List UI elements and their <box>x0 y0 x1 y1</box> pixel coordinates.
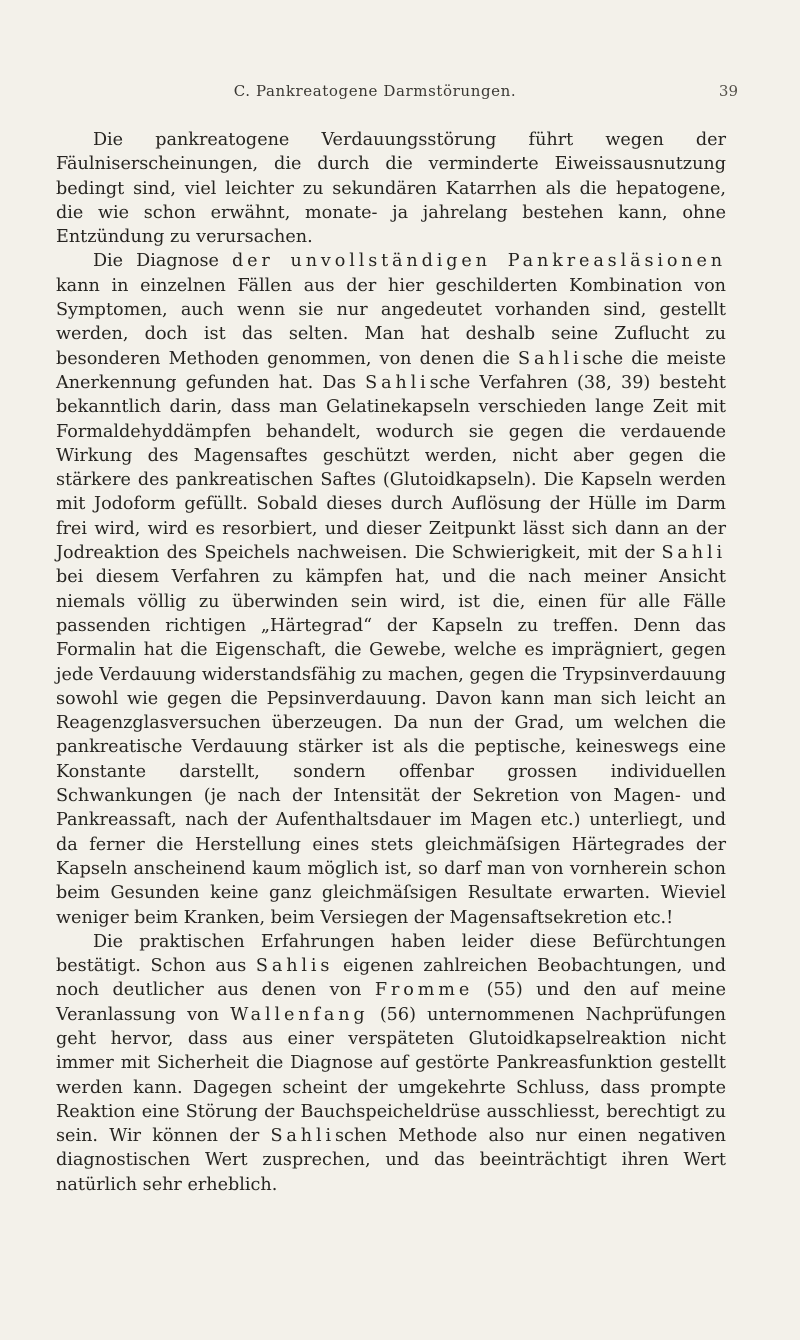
paragraph-2 <box>56 249 726 929</box>
text-run: (56) unternommenen Nachprüfungen geht hervor, dass aus einer verspäteten Glutoidkapselreaktion nicht immer mit Sicherheit die Diagnose auf gestörte Pankreasfunktion gestellt werden kann. Dagegen scheint der umgekehrte Schluss, dass prompte Reaktion eine Störung der Bauchspeicheldrüse ausschliesst, berechtigt zu sein. Wir können der <box>56 1004 727 1147</box>
body-text <box>56 128 726 1197</box>
author-name: Sahlis <box>255 956 334 977</box>
running-head: C. Pankreatogene Darmstörungen. <box>233 82 517 100</box>
author-name: Fromme <box>374 980 474 1001</box>
text-run: eigenen zahlreichen Beobachtungen, und noch deutlicher aus denen von <box>56 956 726 1001</box>
spaced-emphasis: der unvollständigen Pankreasläsionen <box>231 251 726 272</box>
text-run: sche Verfahren (38, 39) besteht bekanntlich darin, dass man Gelatinekapseln verschieden lange Zeit mit Formaldehyddämpfen behandelt, wodurch sie gegen die verdauende Wirkung des Magensaftes geschützt werden, nicht aber gegen die stärkere des pankreatischen Saftes (Glutoidkapseln). Die Kapseln werden mit Jodoform gefüllt. Sobald dieses durch Auflösung der Hülle im Darm frei wird, wird es resorbiert, und dieser Zeitpunkt lässt sich dann an der Jodreaktion des Speichels nachweisen. Die Schwierigkeit, mit der <box>56 372 726 564</box>
text-run: Die Diagnose <box>92 251 219 272</box>
author-name: Sahli <box>661 543 726 564</box>
text-run: kann in einzelnen Fällen aus der hier geschilderten Kombination von Symptomen, auch wenn sie nur angedeutet vorhanden sind, gestellt werden, doch ist das selten. Man hat deshalb seine Zuflucht zu besonderen Methoden genommen, von denen die <box>56 275 726 369</box>
paragraph-3 <box>56 930 726 1197</box>
text-run: Die pankreatogene Verdauungsstörung führt wegen der Fäulniserscheinungen, die durch die verminderte Eiweissausnutzung bedingt sind, viel leichter zu sekundären Katarrhen als die hepatogene, die wie schon erwähnt, monate- ja jahrelang bestehen kann, ohne Entzündung zu verursachen. <box>56 130 726 248</box>
paragraph-1 <box>56 128 726 249</box>
page-header <box>60 82 738 110</box>
author-name: Sahli <box>270 1126 335 1147</box>
text-run: bei diesem Verfahren zu kämpfen hat, und die nach meiner Ansicht niemals völlig zu überwinden sein wird, ist die, einen für alle Fälle passenden richtigen „Härtegrad“ der Kapseln zu treffen. Denn das Formalin hat die Eigenschaft, die Gewebe, welche es imprägniert, gegen jede Verdauung widerstandsfähig zu machen, gegen die Trypsinverdauung sowohl wie gegen die Pepsinverdauung. Davon kann man sich leicht an Reagenzglasversuchen überzeugen. Da nun der Grad, um welchen die pankreatische Verdauung stärker ist als die peptische, keineswegs eine Konstante darstellt, sondern offenbar grossen individuellen Schwankungen (je nach der Intensität der Sekretion von Magen- und Pankreassaft, nach der Aufenthaltsdauer im Magen etc.) unterliegt, und da ferner die Herstellung eines stets gleichmäſsigen Härtegrades der Kapseln anscheinend kaum möglich ist, so darf man von vornherein schon beim Gesunden keine ganz gleichmäſsigen Resultate erwarten. Wieviel weniger beim Kranken, beim Versiegen der Magensaftsekretion etc.! <box>56 567 726 928</box>
page-number: 39 <box>718 82 738 100</box>
text-run: (55) und den auf meine Veranlassung von <box>56 980 727 1025</box>
text-run: schen Methode also nur einen negativen diagnostischen Wert zusprechen, und das beeinträchtigt ihren Wert natürlich sehr erheblich. <box>56 1126 726 1195</box>
author-name: Wallenfang <box>230 1004 369 1025</box>
text-run: Die praktischen Erfahrungen haben leider diese Befürchtungen bestätigt. Schon aus <box>56 931 726 977</box>
text-run: sche die meiste Anerkennung gefunden hat. Das <box>56 348 726 393</box>
author-name: Sahli <box>365 372 430 393</box>
author-name: Sahli <box>518 348 583 369</box>
